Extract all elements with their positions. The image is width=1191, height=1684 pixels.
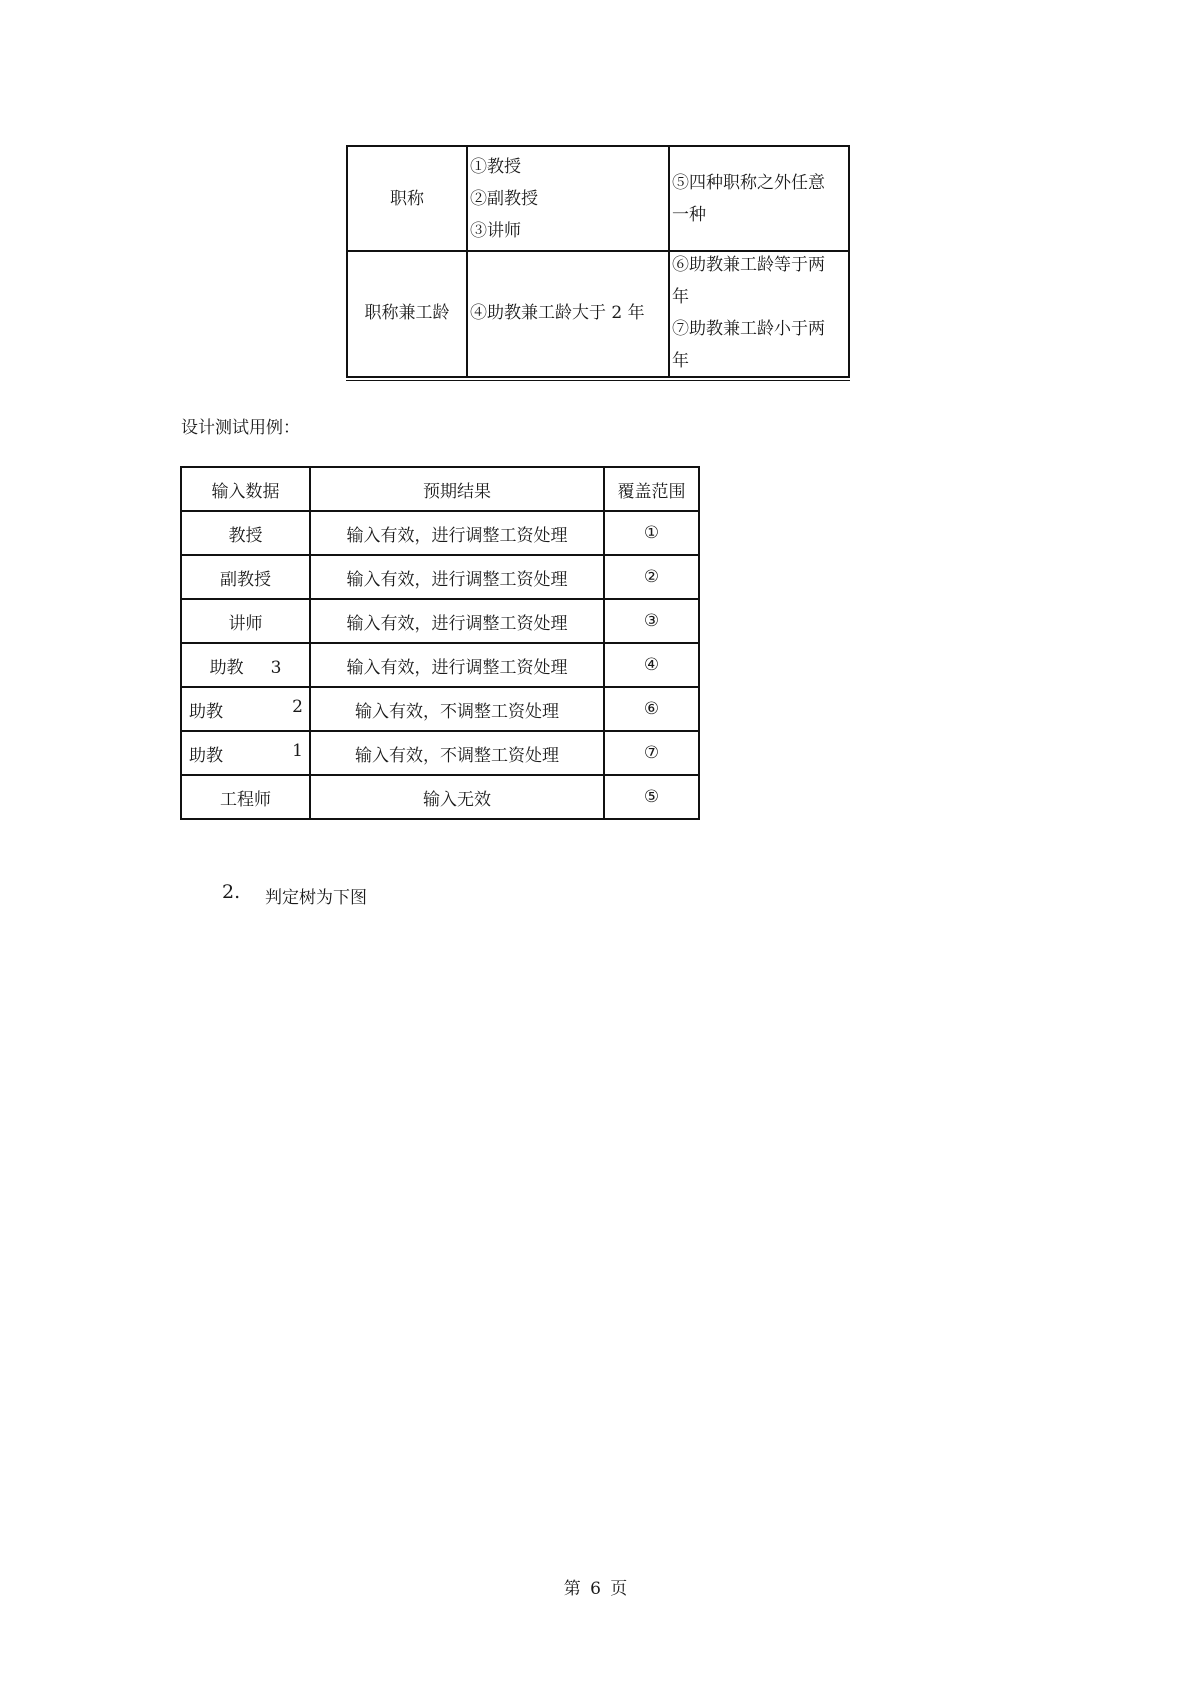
eq-row-title-seniority: [348, 250, 848, 376]
eq-invalid-class-line: ⑦助教兼工龄小于两: [672, 319, 825, 339]
eq-row-title: [348, 147, 848, 252]
eq-invalid-class-line: ⑤四种职称之外任意: [672, 172, 825, 193]
cell-coverage: ⑤: [604, 775, 699, 819]
cell-input-text: 助教: [189, 701, 223, 722]
eq-valid-class: ④助教兼工龄大于 2 年: [470, 303, 645, 323]
cell-input: 讲师: [181, 599, 310, 643]
cell-result: 输入有效，进行调整工资处理: [310, 511, 604, 555]
cell-coverage: ⑦: [604, 731, 699, 775]
cell-coverage: ④: [604, 643, 699, 687]
table-row: [181, 643, 699, 687]
cell-coverage: ①: [604, 511, 699, 555]
table-row: [181, 511, 699, 555]
cell-result: 输入有效，进行调整工资处理: [310, 643, 604, 687]
cell-input: [181, 731, 310, 775]
cell-input-text: 助教: [209, 657, 244, 678]
list-item-text: 判定树为下图: [265, 888, 367, 908]
cell-input-years: 3: [270, 657, 282, 678]
table-header-row: [181, 467, 699, 511]
eq-invalid-class-line: 年: [672, 287, 689, 307]
eq-invalid-class-line: 年: [672, 351, 689, 371]
eq-invalid-class-line: 一种: [672, 204, 706, 225]
equivalence-class-table: [346, 145, 850, 378]
table-row: [181, 555, 699, 599]
test-cases-table: [180, 466, 700, 820]
cell-input-years: 1: [292, 740, 303, 761]
table-row: [181, 687, 699, 731]
cell-result: 输入有效，进行调整工资处理: [310, 555, 604, 599]
eq-condition-cell: [348, 250, 468, 376]
list-item-number: 2.: [222, 881, 241, 903]
cell-input: 教授: [181, 511, 310, 555]
table-row: [181, 731, 699, 775]
cell-input-years: 2: [292, 696, 303, 717]
cell-result: 输入有效，进行调整工资处理: [310, 599, 604, 643]
eq-invalid-classes-cell: [670, 250, 848, 376]
test-cases-heading: 设计测试用例：: [181, 418, 300, 438]
eq-valid-classes-cell: [468, 147, 670, 250]
cell-input: 工程师: [181, 775, 310, 819]
eq-valid-class: ③讲师: [470, 220, 521, 241]
page-number: 第 6 页: [563, 1579, 628, 1599]
cell-coverage: ③: [604, 599, 699, 643]
eq-valid-class: ①教授: [470, 156, 521, 177]
cell-coverage: ②: [604, 555, 699, 599]
cell-coverage: ⑥: [604, 687, 699, 731]
eq-invalid-class-line: ⑥助教兼工龄等于两: [672, 255, 825, 275]
table-row: [181, 775, 699, 819]
eq-valid-classes-cell: [468, 250, 670, 376]
eq-invalid-classes-cell: [670, 147, 848, 250]
cell-input-text: 助教: [189, 745, 223, 766]
eq-condition-cell: [348, 147, 468, 250]
cell-result: 输入无效: [310, 775, 604, 819]
eq-condition-label: 职称: [390, 188, 424, 209]
cell-input: 副教授: [181, 555, 310, 599]
table-row: [181, 599, 699, 643]
cell-result: 输入有效，不调整工资处理: [310, 731, 604, 775]
header-coverage: 覆盖范围: [604, 467, 699, 511]
eq-condition-label: 职称兼工龄: [364, 303, 450, 323]
cell-input: [181, 643, 310, 687]
eq-valid-class: ②副教授: [470, 188, 538, 209]
header-expected: 预期结果: [310, 467, 604, 511]
cell-result: 输入有效，不调整工资处理: [310, 687, 604, 731]
cell-input: [181, 687, 310, 731]
header-input: 输入数据: [181, 467, 310, 511]
